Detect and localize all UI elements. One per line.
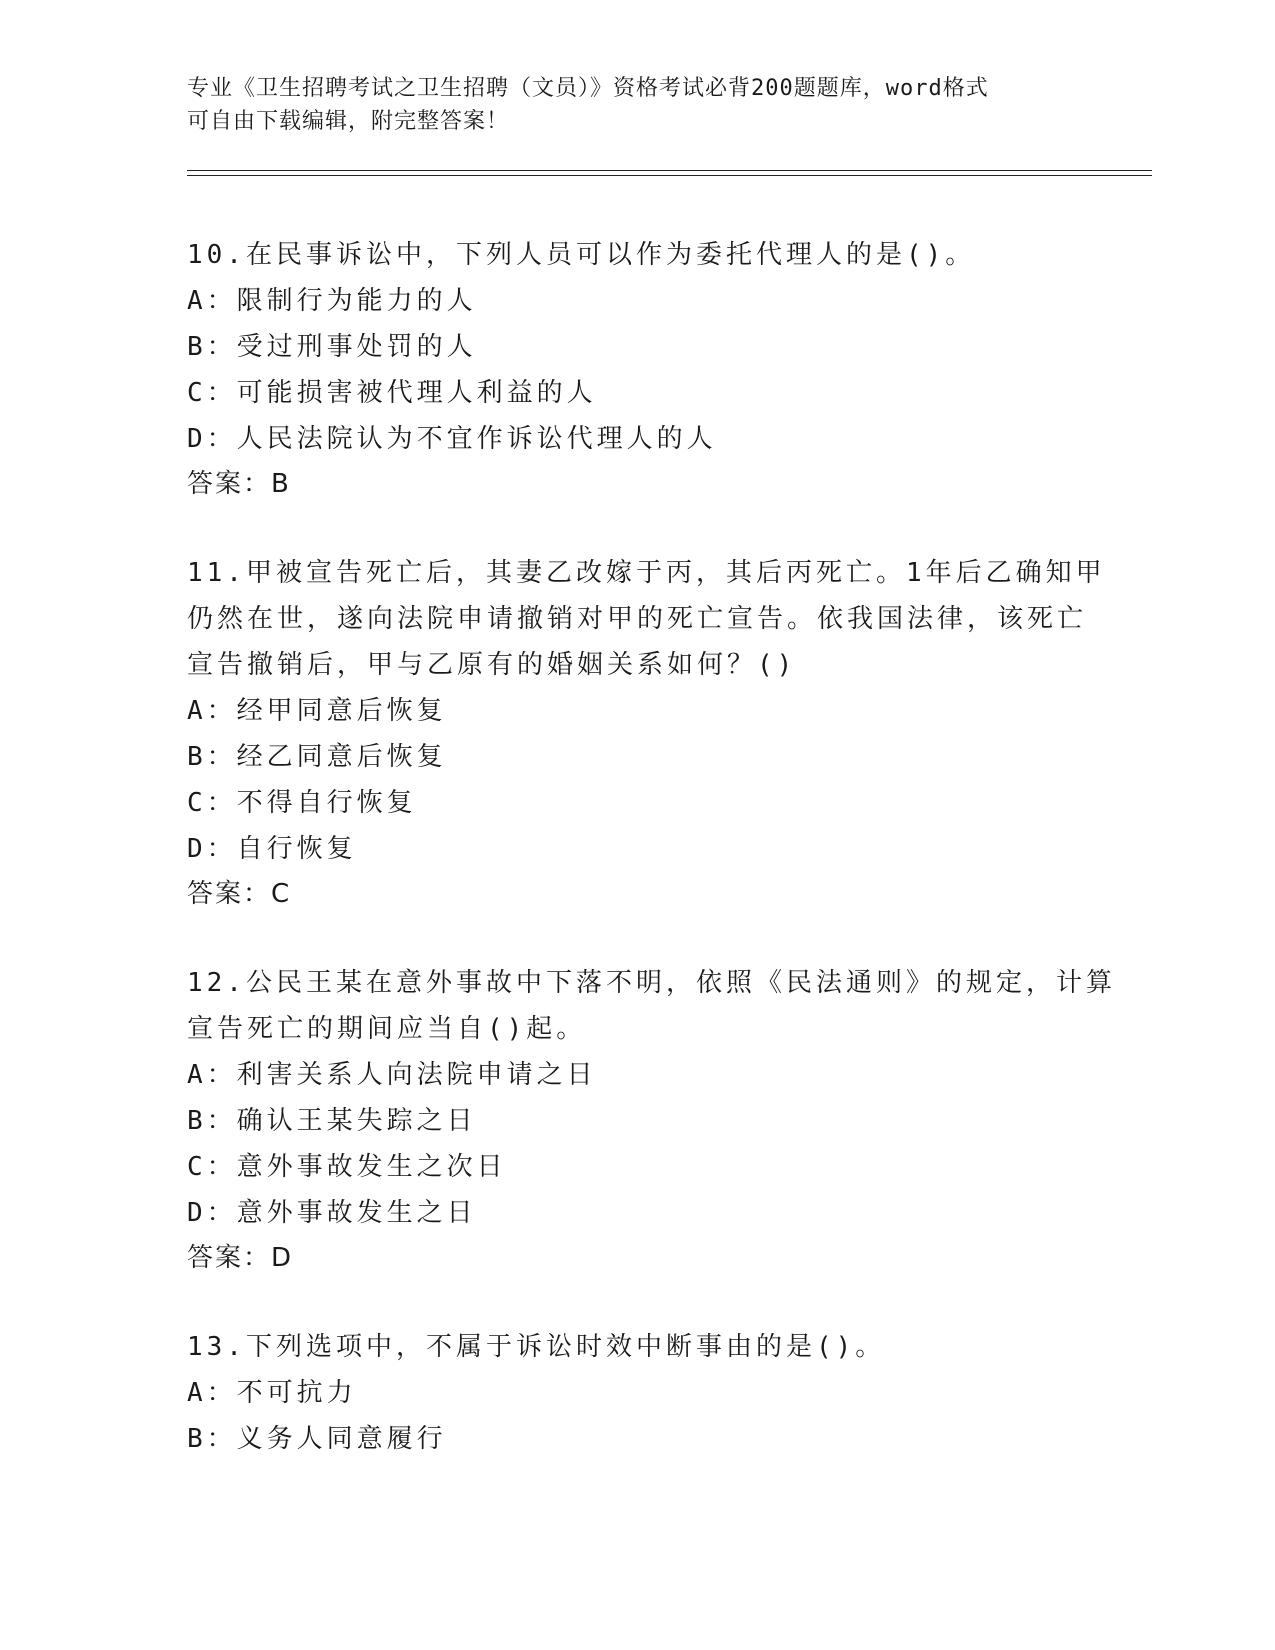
header-line-1: 专业《卫生招聘考试之卫生招聘（文员）》资格考试必背200题题库，word格式 xyxy=(187,76,989,101)
answer-option: B：经乙同意后恢复 xyxy=(187,742,447,772)
question-list xyxy=(187,232,1116,1506)
answer-option: D：人民法院认为不宜作诉讼代理人的人 xyxy=(187,424,717,454)
header-divider-top xyxy=(187,170,1152,171)
answer-option: B：确认王某失踪之日 xyxy=(187,1106,477,1136)
answer-option: A：不可抗力 xyxy=(187,1378,357,1408)
answer-option: C：可能损害被代理人利益的人 xyxy=(187,378,597,408)
question-item xyxy=(187,1324,1087,1462)
answer-option: A：经甲同意后恢复 xyxy=(187,696,447,726)
question-item xyxy=(187,232,1087,506)
answer-option: B：受过刑事处罚的人 xyxy=(187,332,477,362)
document-header xyxy=(187,72,1067,138)
question-stem xyxy=(187,960,1116,1052)
answer-option: D：自行恢复 xyxy=(187,834,357,864)
question-stem xyxy=(187,1324,1087,1370)
answer-key: 答案：B xyxy=(187,469,291,499)
answer-key: 答案：C xyxy=(187,879,292,909)
answer-option: A：利害关系人向法院申请之日 xyxy=(187,1060,597,1090)
question-stem xyxy=(187,232,1087,278)
question-item xyxy=(187,550,1106,916)
answer-option: C：不得自行恢复 xyxy=(187,788,417,818)
question-stem-line: 宣告撤销后，甲与乙原有的婚姻关系如何？() xyxy=(187,650,797,680)
header-divider-bottom xyxy=(187,175,1152,176)
question-stem-line: 宣告死亡的期间应当自()起。 xyxy=(187,1014,587,1044)
answer-option: D：意外事故发生之日 xyxy=(187,1198,477,1228)
question-stem-line: 11.甲被宣告死亡后，其妻乙改嫁于丙，其后丙死亡。1年后乙确知甲 xyxy=(187,558,1106,588)
question-stem xyxy=(187,550,1106,688)
answer-option: C：意外事故发生之次日 xyxy=(187,1152,507,1182)
question-stem-line: 12.公民王某在意外事故中下落不明，依照《民法通则》的规定，计算 xyxy=(187,968,1116,998)
answer-option: B：义务人同意履行 xyxy=(187,1424,447,1454)
question-stem-line: 仍然在世，遂向法院申请撤销对甲的死亡宣告。依我国法律，该死亡 xyxy=(187,604,1088,634)
question-stem-line: 13.下列选项中，不属于诉讼时效中断事由的是()。 xyxy=(187,1332,886,1362)
question-stem-line: 10.在民事诉讼中，下列人员可以作为委托代理人的是()。 xyxy=(187,240,976,270)
question-item xyxy=(187,960,1116,1280)
answer-key: 答案：D xyxy=(187,1243,294,1273)
header-line-2: 可自由下载编辑，附完整答案！ xyxy=(187,109,510,134)
answer-option: A：限制行为能力的人 xyxy=(187,286,477,316)
